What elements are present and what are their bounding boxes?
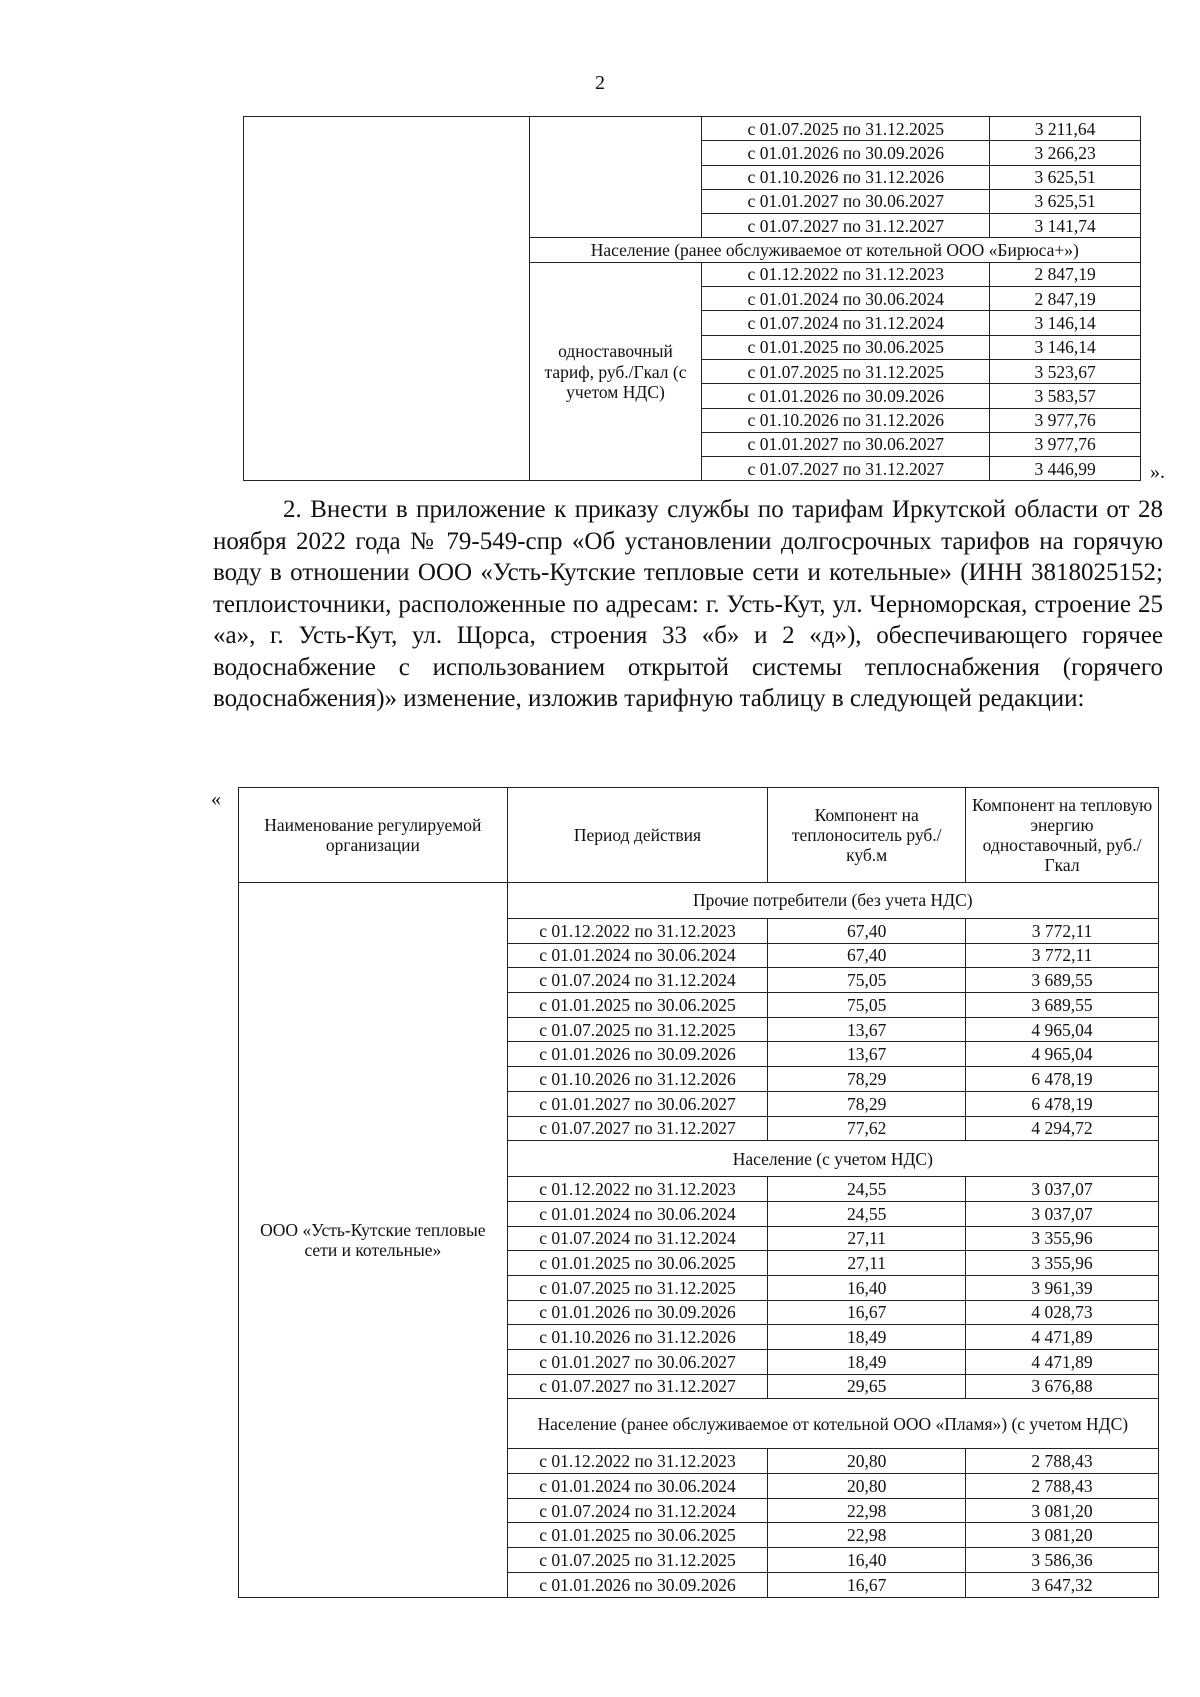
energy-cell: 4 028,73 [966,1300,1159,1325]
period-cell: с 01.01.2026 по 30.09.2026 [507,1042,768,1067]
org-name: ООО «Усть-Кутские тепловые сети и котельные» [239,883,508,1598]
period-cell: с 01.01.2025 по 30.06.2025 [507,1251,768,1276]
page-number: 2 [595,72,605,94]
energy-cell: 3 355,96 [966,1251,1159,1276]
table-row [244,117,1141,141]
carrier-cell: 67,40 [768,943,966,968]
energy-cell: 3 037,07 [966,1201,1159,1226]
tariff-table-continuation [243,116,1141,481]
period-cell: с 01.07.2025 по 31.12.2025 [507,1275,768,1300]
opening-quote-mark: « [211,788,221,810]
section-label: Население (с учетом НДС) [507,1141,1158,1177]
period-cell: с 01.12.2022 по 31.12.2023 [507,1177,768,1202]
energy-cell: 3 961,39 [966,1275,1159,1300]
hot-water-tariff-table [238,787,1159,1598]
value-cell: 3 211,64 [990,117,1141,141]
carrier-cell: 75,05 [768,968,966,993]
period-cell: с 01.01.2024 по 30.06.2024 [507,943,768,968]
period-cell: с 01.01.2027 по 30.06.2027 [507,1091,768,1116]
carrier-cell: 20,80 [768,1474,966,1499]
value-cell: 3 583,57 [990,384,1141,408]
energy-cell: 4 294,72 [966,1116,1159,1141]
period-cell: с 01.01.2026 по 30.09.2026 [507,1572,768,1597]
period-cell: с 01.10.2026 по 31.12.2026 [702,408,990,432]
period-cell: с 01.07.2024 по 31.12.2024 [507,1226,768,1251]
carrier-cell: 22,98 [768,1498,966,1523]
value-cell: 2 847,19 [990,287,1141,311]
value-cell: 3 625,51 [990,165,1141,189]
value-cell: 3 523,67 [990,359,1141,383]
org-cell-empty [244,117,530,481]
carrier-cell: 20,80 [768,1449,966,1474]
section-row [239,883,1159,919]
period-cell: с 01.01.2027 по 30.06.2027 [702,189,990,213]
energy-cell: 4 471,89 [966,1325,1159,1350]
section-label: Население (ранее обслуживаемое от котельной ООО «Пламя») (с учетом НДС) [507,1399,1158,1449]
carrier-cell: 16,67 [768,1300,966,1325]
energy-cell: 3 772,11 [966,943,1159,968]
energy-cell: 3 689,55 [966,993,1159,1018]
carrier-cell: 13,67 [768,1042,966,1067]
amendment-paragraph: 2. Внести в приложение к приказу службы по тарифам Иркутской области от 28 ноября 2022 года № 79-549-спр «Об установлении долгосрочных тарифов на горячую воду в отношении ООО «Усть-Кутские тепловые сети и котельные» (ИНН 3818025152; теплоисточники, расположенные по адресам: г. Усть-Кут, ул. Черноморская, строение 25 «а», г. Усть-Кут, ул. Щорса, строения 33 «б» и 2 «д»), обеспечивающего горячее водоснабжение с использованием открытой системы теплоснабжения (горячего водоснабжения)» изменение, изложив тарифную таблицу в следующей редакции: [213,496,1163,712]
carrier-cell: 13,67 [768,1017,966,1042]
carrier-cell: 67,40 [768,919,966,944]
carrier-cell: 78,29 [768,1091,966,1116]
period-cell: с 01.07.2027 по 31.12.2027 [507,1374,768,1399]
period-cell: с 01.01.2024 по 30.06.2024 [507,1474,768,1499]
carrier-cell: 27,11 [768,1251,966,1276]
table-header-row [239,788,1159,883]
period-cell: с 01.07.2025 по 31.12.2025 [702,117,990,141]
tariff-cell-empty [529,117,702,238]
energy-cell: 3 772,11 [966,919,1159,944]
period-cell: с 01.07.2024 по 31.12.2024 [507,1498,768,1523]
energy-cell: 3 081,20 [966,1523,1159,1548]
header-carrier: Компонент на теплоноситель руб./куб.м [768,788,966,883]
value-cell: 3 446,99 [990,457,1141,481]
period-cell: с 01.10.2026 по 31.12.2026 [702,165,990,189]
value-cell: 3 146,14 [990,335,1141,359]
period-cell: с 01.07.2027 по 31.12.2027 [507,1116,768,1141]
energy-cell: 2 788,43 [966,1449,1159,1474]
carrier-cell: 75,05 [768,993,966,1018]
tariff-type-label: одноставочный тариф, руб./Гкал (с учетом НДС) [529,262,702,481]
carrier-cell: 16,40 [768,1275,966,1300]
energy-cell: 4 965,04 [966,1017,1159,1042]
energy-cell: 4 471,89 [966,1350,1159,1375]
carrier-cell: 77,62 [768,1116,966,1141]
header-energy: Компонент на тепловую энергию одноставочный, руб./Гкал [966,788,1159,883]
carrier-cell: 16,67 [768,1572,966,1597]
carrier-cell: 29,65 [768,1374,966,1399]
energy-cell: 3 081,20 [966,1498,1159,1523]
value-cell: 3 141,74 [990,214,1141,238]
value-cell: 2 847,19 [990,262,1141,286]
value-cell: 3 977,76 [990,432,1141,456]
energy-cell: 3 355,96 [966,1226,1159,1251]
carrier-cell: 18,49 [768,1325,966,1350]
period-cell: с 01.01.2026 по 30.09.2026 [507,1300,768,1325]
energy-cell: 2 788,43 [966,1474,1159,1499]
carrier-cell: 27,11 [768,1226,966,1251]
energy-cell: 3 676,88 [966,1374,1159,1399]
period-cell: с 01.01.2025 по 30.06.2025 [507,993,768,1018]
energy-cell: 6 478,19 [966,1091,1159,1116]
period-cell: с 01.01.2027 по 30.06.2027 [702,432,990,456]
period-cell: с 01.07.2027 по 31.12.2027 [702,457,990,481]
energy-cell: 3 647,32 [966,1572,1159,1597]
energy-cell: 3 037,07 [966,1177,1159,1202]
value-cell: 3 625,51 [990,189,1141,213]
period-cell: с 01.01.2027 по 30.06.2027 [507,1350,768,1375]
carrier-cell: 24,55 [768,1201,966,1226]
period-cell: с 01.01.2026 по 30.09.2026 [702,384,990,408]
carrier-cell: 78,29 [768,1067,966,1092]
period-cell: с 01.07.2025 по 31.12.2025 [507,1017,768,1042]
closing-quote-mark: ». [1150,461,1165,483]
period-cell: с 01.07.2024 по 31.12.2024 [702,311,990,335]
section-label: Прочие потребители (без учета НДС) [507,883,1158,919]
energy-cell: 6 478,19 [966,1067,1159,1092]
period-cell: с 01.12.2022 по 31.12.2023 [702,262,990,286]
section-label: Население (ранее обслуживаемое от котельной ООО «Бирюса+») [529,238,1140,262]
period-cell: с 01.07.2027 по 31.12.2027 [702,214,990,238]
period-cell: с 01.10.2026 по 31.12.2026 [507,1325,768,1350]
period-cell: с 01.01.2024 по 30.06.2024 [507,1201,768,1226]
carrier-cell: 22,98 [768,1523,966,1548]
value-cell: 3 146,14 [990,311,1141,335]
header-org: Наименование регулируемой организации [239,788,508,883]
period-cell: с 01.10.2026 по 31.12.2026 [507,1067,768,1092]
value-cell: 3 266,23 [990,141,1141,165]
period-cell: с 01.01.2026 по 30.09.2026 [702,141,990,165]
carrier-cell: 24,55 [768,1177,966,1202]
period-cell: с 01.07.2025 по 31.12.2025 [702,359,990,383]
carrier-cell: 18,49 [768,1350,966,1375]
energy-cell: 3 689,55 [966,968,1159,993]
header-period: Период действия [507,788,768,883]
period-cell: с 01.01.2024 по 30.06.2024 [702,287,990,311]
energy-cell: 4 965,04 [966,1042,1159,1067]
period-cell: с 01.07.2025 по 31.12.2025 [507,1548,768,1573]
period-cell: с 01.01.2025 по 30.06.2025 [702,335,990,359]
period-cell: с 01.07.2024 по 31.12.2024 [507,968,768,993]
energy-cell: 3 586,36 [966,1548,1159,1573]
value-cell: 3 977,76 [990,408,1141,432]
period-cell: с 01.12.2022 по 31.12.2023 [507,919,768,944]
period-cell: с 01.01.2025 по 30.06.2025 [507,1523,768,1548]
period-cell: с 01.12.2022 по 31.12.2023 [507,1449,768,1474]
carrier-cell: 16,40 [768,1548,966,1573]
